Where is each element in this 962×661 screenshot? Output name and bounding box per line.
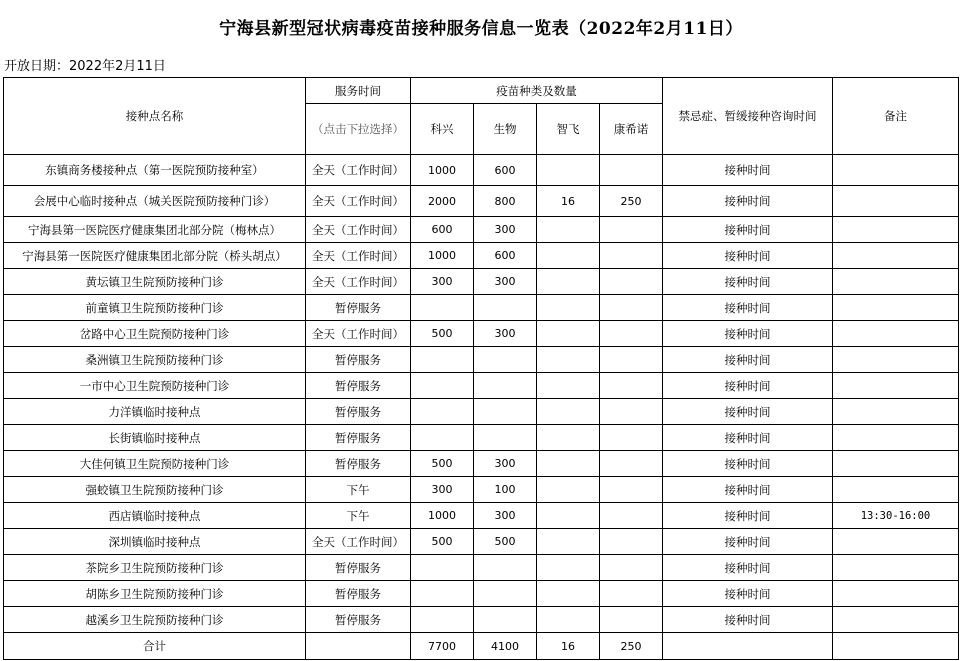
site-name-cell: 宁海县第一医院医疗健康集团北部分院（梅林点）	[4, 217, 306, 243]
site-name-cell: 强蛟镇卫生院预防接种门诊	[4, 477, 306, 503]
zhifei-cell	[537, 373, 600, 399]
consult-time-cell: 接种时间	[663, 155, 833, 186]
total-zhifei: 16	[537, 633, 600, 660]
shengwu-cell	[474, 373, 537, 399]
zhifei-cell	[537, 555, 600, 581]
table-row	[4, 555, 959, 581]
total-time	[306, 633, 411, 660]
kexing-cell: 500	[411, 529, 474, 555]
consult-time-cell: 接种时间	[663, 451, 833, 477]
zhifei-cell: 16	[537, 186, 600, 217]
shengwu-cell	[474, 555, 537, 581]
service-time-cell[interactable]: 暂停服务	[306, 425, 411, 451]
table-row	[4, 477, 959, 503]
kangxinuo-cell	[600, 217, 663, 243]
kexing-cell	[411, 555, 474, 581]
service-time-cell[interactable]: 全天（工作时间）	[306, 186, 411, 217]
shengwu-cell: 600	[474, 243, 537, 269]
shengwu-cell	[474, 295, 537, 321]
page-title: 宁海县新型冠状病毒疫苗接种服务信息一览表（2022年2月11日）	[219, 18, 743, 39]
remark-cell	[833, 186, 959, 217]
kexing-cell: 500	[411, 451, 474, 477]
remark-cell	[833, 607, 959, 633]
kangxinuo-cell	[600, 607, 663, 633]
kexing-cell: 600	[411, 217, 474, 243]
zhifei-cell	[537, 155, 600, 186]
remark-cell	[833, 529, 959, 555]
shengwu-cell	[474, 607, 537, 633]
table-row	[4, 451, 959, 477]
remark-cell	[833, 243, 959, 269]
total-kexing: 7700	[411, 633, 474, 660]
header-vaccine-group: 疫苗种类及数量	[411, 78, 663, 104]
service-time-cell[interactable]: 全天（工作时间）	[306, 155, 411, 186]
zhifei-cell	[537, 269, 600, 295]
kangxinuo-cell	[600, 155, 663, 186]
kexing-cell: 1000	[411, 503, 474, 529]
kangxinuo-cell	[600, 503, 663, 529]
kangxinuo-cell	[600, 243, 663, 269]
service-time-cell[interactable]: 全天（工作时间）	[306, 269, 411, 295]
shengwu-cell: 600	[474, 155, 537, 186]
table-row	[4, 529, 959, 555]
table-row	[4, 399, 959, 425]
shengwu-cell: 100	[474, 477, 537, 503]
kangxinuo-cell	[600, 373, 663, 399]
remark-cell	[833, 477, 959, 503]
table-row	[4, 607, 959, 633]
service-time-cell[interactable]: 全天（工作时间）	[306, 217, 411, 243]
header-kangxinuo: 康希诺	[600, 104, 663, 155]
header-consult: 禁忌症、暂缓接种咨询时间	[663, 78, 833, 155]
consult-time-cell: 接种时间	[663, 347, 833, 373]
remark-cell: 13:30-16:00	[833, 503, 959, 529]
header-kexing: 科兴	[411, 104, 474, 155]
site-name-cell: 一市中心卫生院预防接种门诊	[4, 373, 306, 399]
consult-time-cell: 接种时间	[663, 373, 833, 399]
header-service-time-hint: （点击下拉选择）	[306, 104, 411, 155]
zhifei-cell	[537, 425, 600, 451]
consult-time-cell: 接种时间	[663, 217, 833, 243]
kangxinuo-cell: 250	[600, 186, 663, 217]
table-row	[4, 321, 959, 347]
consult-time-cell: 接种时间	[663, 399, 833, 425]
service-time-cell[interactable]: 全天（工作时间）	[306, 243, 411, 269]
shengwu-cell: 300	[474, 503, 537, 529]
site-name-cell: 黄坛镇卫生院预防接种门诊	[4, 269, 306, 295]
total-kangxinuo: 250	[600, 633, 663, 660]
kangxinuo-cell	[600, 295, 663, 321]
site-name-cell: 大佳何镇卫生院预防接种门诊	[4, 451, 306, 477]
service-time-cell[interactable]: 暂停服务	[306, 607, 411, 633]
zhifei-cell	[537, 477, 600, 503]
kangxinuo-cell	[600, 581, 663, 607]
zhifei-cell	[537, 321, 600, 347]
vaccination-table	[3, 77, 959, 660]
total-label: 合计	[4, 633, 306, 660]
kexing-cell: 1000	[411, 155, 474, 186]
zhifei-cell	[537, 243, 600, 269]
table-body	[4, 155, 959, 660]
kexing-cell	[411, 347, 474, 373]
consult-time-cell: 接种时间	[663, 321, 833, 347]
kangxinuo-cell	[600, 321, 663, 347]
remark-cell	[833, 295, 959, 321]
kexing-cell	[411, 295, 474, 321]
service-time-cell[interactable]: 暂停服务	[306, 373, 411, 399]
total-shengwu: 4100	[474, 633, 537, 660]
service-time-cell[interactable]: 全天（工作时间）	[306, 321, 411, 347]
remark-cell	[833, 347, 959, 373]
remark-cell	[833, 269, 959, 295]
site-name-cell: 西店镇临时接种点	[4, 503, 306, 529]
total-consult	[663, 633, 833, 660]
header-zhifei: 智飞	[537, 104, 600, 155]
remark-cell	[833, 155, 959, 186]
service-time-cell[interactable]: 下午	[306, 503, 411, 529]
kexing-cell: 300	[411, 477, 474, 503]
kexing-cell	[411, 581, 474, 607]
consult-time-cell: 接种时间	[663, 581, 833, 607]
header-remark: 备注	[833, 78, 959, 155]
shengwu-cell: 300	[474, 269, 537, 295]
site-name-cell: 东镇商务楼接种点（第一医院预防接种室）	[4, 155, 306, 186]
table-row	[4, 217, 959, 243]
consult-time-cell: 接种时间	[663, 477, 833, 503]
table-row	[4, 503, 959, 529]
remark-cell	[833, 399, 959, 425]
shengwu-cell	[474, 425, 537, 451]
shengwu-cell	[474, 347, 537, 373]
site-name-cell: 力洋镇临时接种点	[4, 399, 306, 425]
table-row	[4, 373, 959, 399]
header-shengwu: 生物	[474, 104, 537, 155]
kangxinuo-cell	[600, 269, 663, 295]
kexing-cell	[411, 425, 474, 451]
consult-time-cell: 接种时间	[663, 529, 833, 555]
zhifei-cell	[537, 399, 600, 425]
shengwu-cell	[474, 399, 537, 425]
remark-cell	[833, 321, 959, 347]
remark-cell	[833, 451, 959, 477]
kangxinuo-cell	[600, 555, 663, 581]
table-row	[4, 155, 959, 186]
site-name-cell: 桑洲镇卫生院预防接种门诊	[4, 347, 306, 373]
kexing-cell: 1000	[411, 243, 474, 269]
service-time-cell[interactable]: 下午	[306, 477, 411, 503]
site-name-cell: 会展中心临时接种点（城关医院预防接种门诊）	[4, 186, 306, 217]
kexing-cell	[411, 373, 474, 399]
kexing-cell: 500	[411, 321, 474, 347]
zhifei-cell	[537, 451, 600, 477]
site-name-cell: 越溪乡卫生院预防接种门诊	[4, 607, 306, 633]
site-name-cell: 前童镇卫生院预防接种门诊	[4, 295, 306, 321]
remark-cell	[833, 373, 959, 399]
service-time-cell[interactable]: 暂停服务	[306, 581, 411, 607]
remark-cell	[833, 555, 959, 581]
zhifei-cell	[537, 217, 600, 243]
service-time-cell[interactable]: 全天（工作时间）	[306, 529, 411, 555]
consult-time-cell: 接种时间	[663, 607, 833, 633]
zhifei-cell	[537, 581, 600, 607]
consult-time-cell: 接种时间	[663, 186, 833, 217]
table-row	[4, 295, 959, 321]
remark-cell	[833, 581, 959, 607]
kexing-cell	[411, 607, 474, 633]
site-name-cell: 茶院乡卫生院预防接种门诊	[4, 555, 306, 581]
table-row	[4, 425, 959, 451]
shengwu-cell: 800	[474, 186, 537, 217]
zhifei-cell	[537, 607, 600, 633]
site-name-cell: 深圳镇临时接种点	[4, 529, 306, 555]
consult-time-cell: 接种时间	[663, 555, 833, 581]
kexing-cell: 300	[411, 269, 474, 295]
table-row	[4, 347, 959, 373]
table-row	[4, 269, 959, 295]
service-time-cell[interactable]: 暂停服务	[306, 295, 411, 321]
kangxinuo-cell	[600, 477, 663, 503]
remark-cell	[833, 217, 959, 243]
service-time-cell[interactable]: 暂停服务	[306, 399, 411, 425]
service-time-cell[interactable]: 暂停服务	[306, 451, 411, 477]
zhifei-cell	[537, 529, 600, 555]
header-site-name: 接种点名称	[4, 78, 306, 155]
table-row	[4, 186, 959, 217]
total-remark	[833, 633, 959, 660]
shengwu-cell: 300	[474, 217, 537, 243]
shengwu-cell: 500	[474, 529, 537, 555]
kangxinuo-cell	[600, 347, 663, 373]
zhifei-cell	[537, 295, 600, 321]
shengwu-cell: 300	[474, 451, 537, 477]
consult-time-cell: 接种时间	[663, 503, 833, 529]
site-name-cell: 长街镇临时接种点	[4, 425, 306, 451]
kangxinuo-cell	[600, 425, 663, 451]
site-name-cell: 胡陈乡卫生院预防接种门诊	[4, 581, 306, 607]
table-row	[4, 581, 959, 607]
table-row	[4, 243, 959, 269]
site-name-cell: 岔路中心卫生院预防接种门诊	[4, 321, 306, 347]
service-time-cell[interactable]: 暂停服务	[306, 555, 411, 581]
consult-time-cell: 接种时间	[663, 425, 833, 451]
consult-time-cell: 接种时间	[663, 295, 833, 321]
zhifei-cell	[537, 347, 600, 373]
kexing-cell	[411, 399, 474, 425]
kangxinuo-cell	[600, 451, 663, 477]
site-name-cell: 宁海县第一医院医疗健康集团北部分院（桥头胡点）	[4, 243, 306, 269]
header-service-time: 服务时间	[306, 78, 411, 104]
open-date: 开放日期：2022年2月11日	[4, 59, 166, 74]
consult-time-cell: 接种时间	[663, 269, 833, 295]
zhifei-cell	[537, 503, 600, 529]
remark-cell	[833, 425, 959, 451]
total-row	[4, 633, 959, 660]
shengwu-cell	[474, 581, 537, 607]
kangxinuo-cell	[600, 399, 663, 425]
consult-time-cell: 接种时间	[663, 243, 833, 269]
service-time-cell[interactable]: 暂停服务	[306, 347, 411, 373]
kexing-cell: 2000	[411, 186, 474, 217]
shengwu-cell: 300	[474, 321, 537, 347]
kangxinuo-cell	[600, 529, 663, 555]
